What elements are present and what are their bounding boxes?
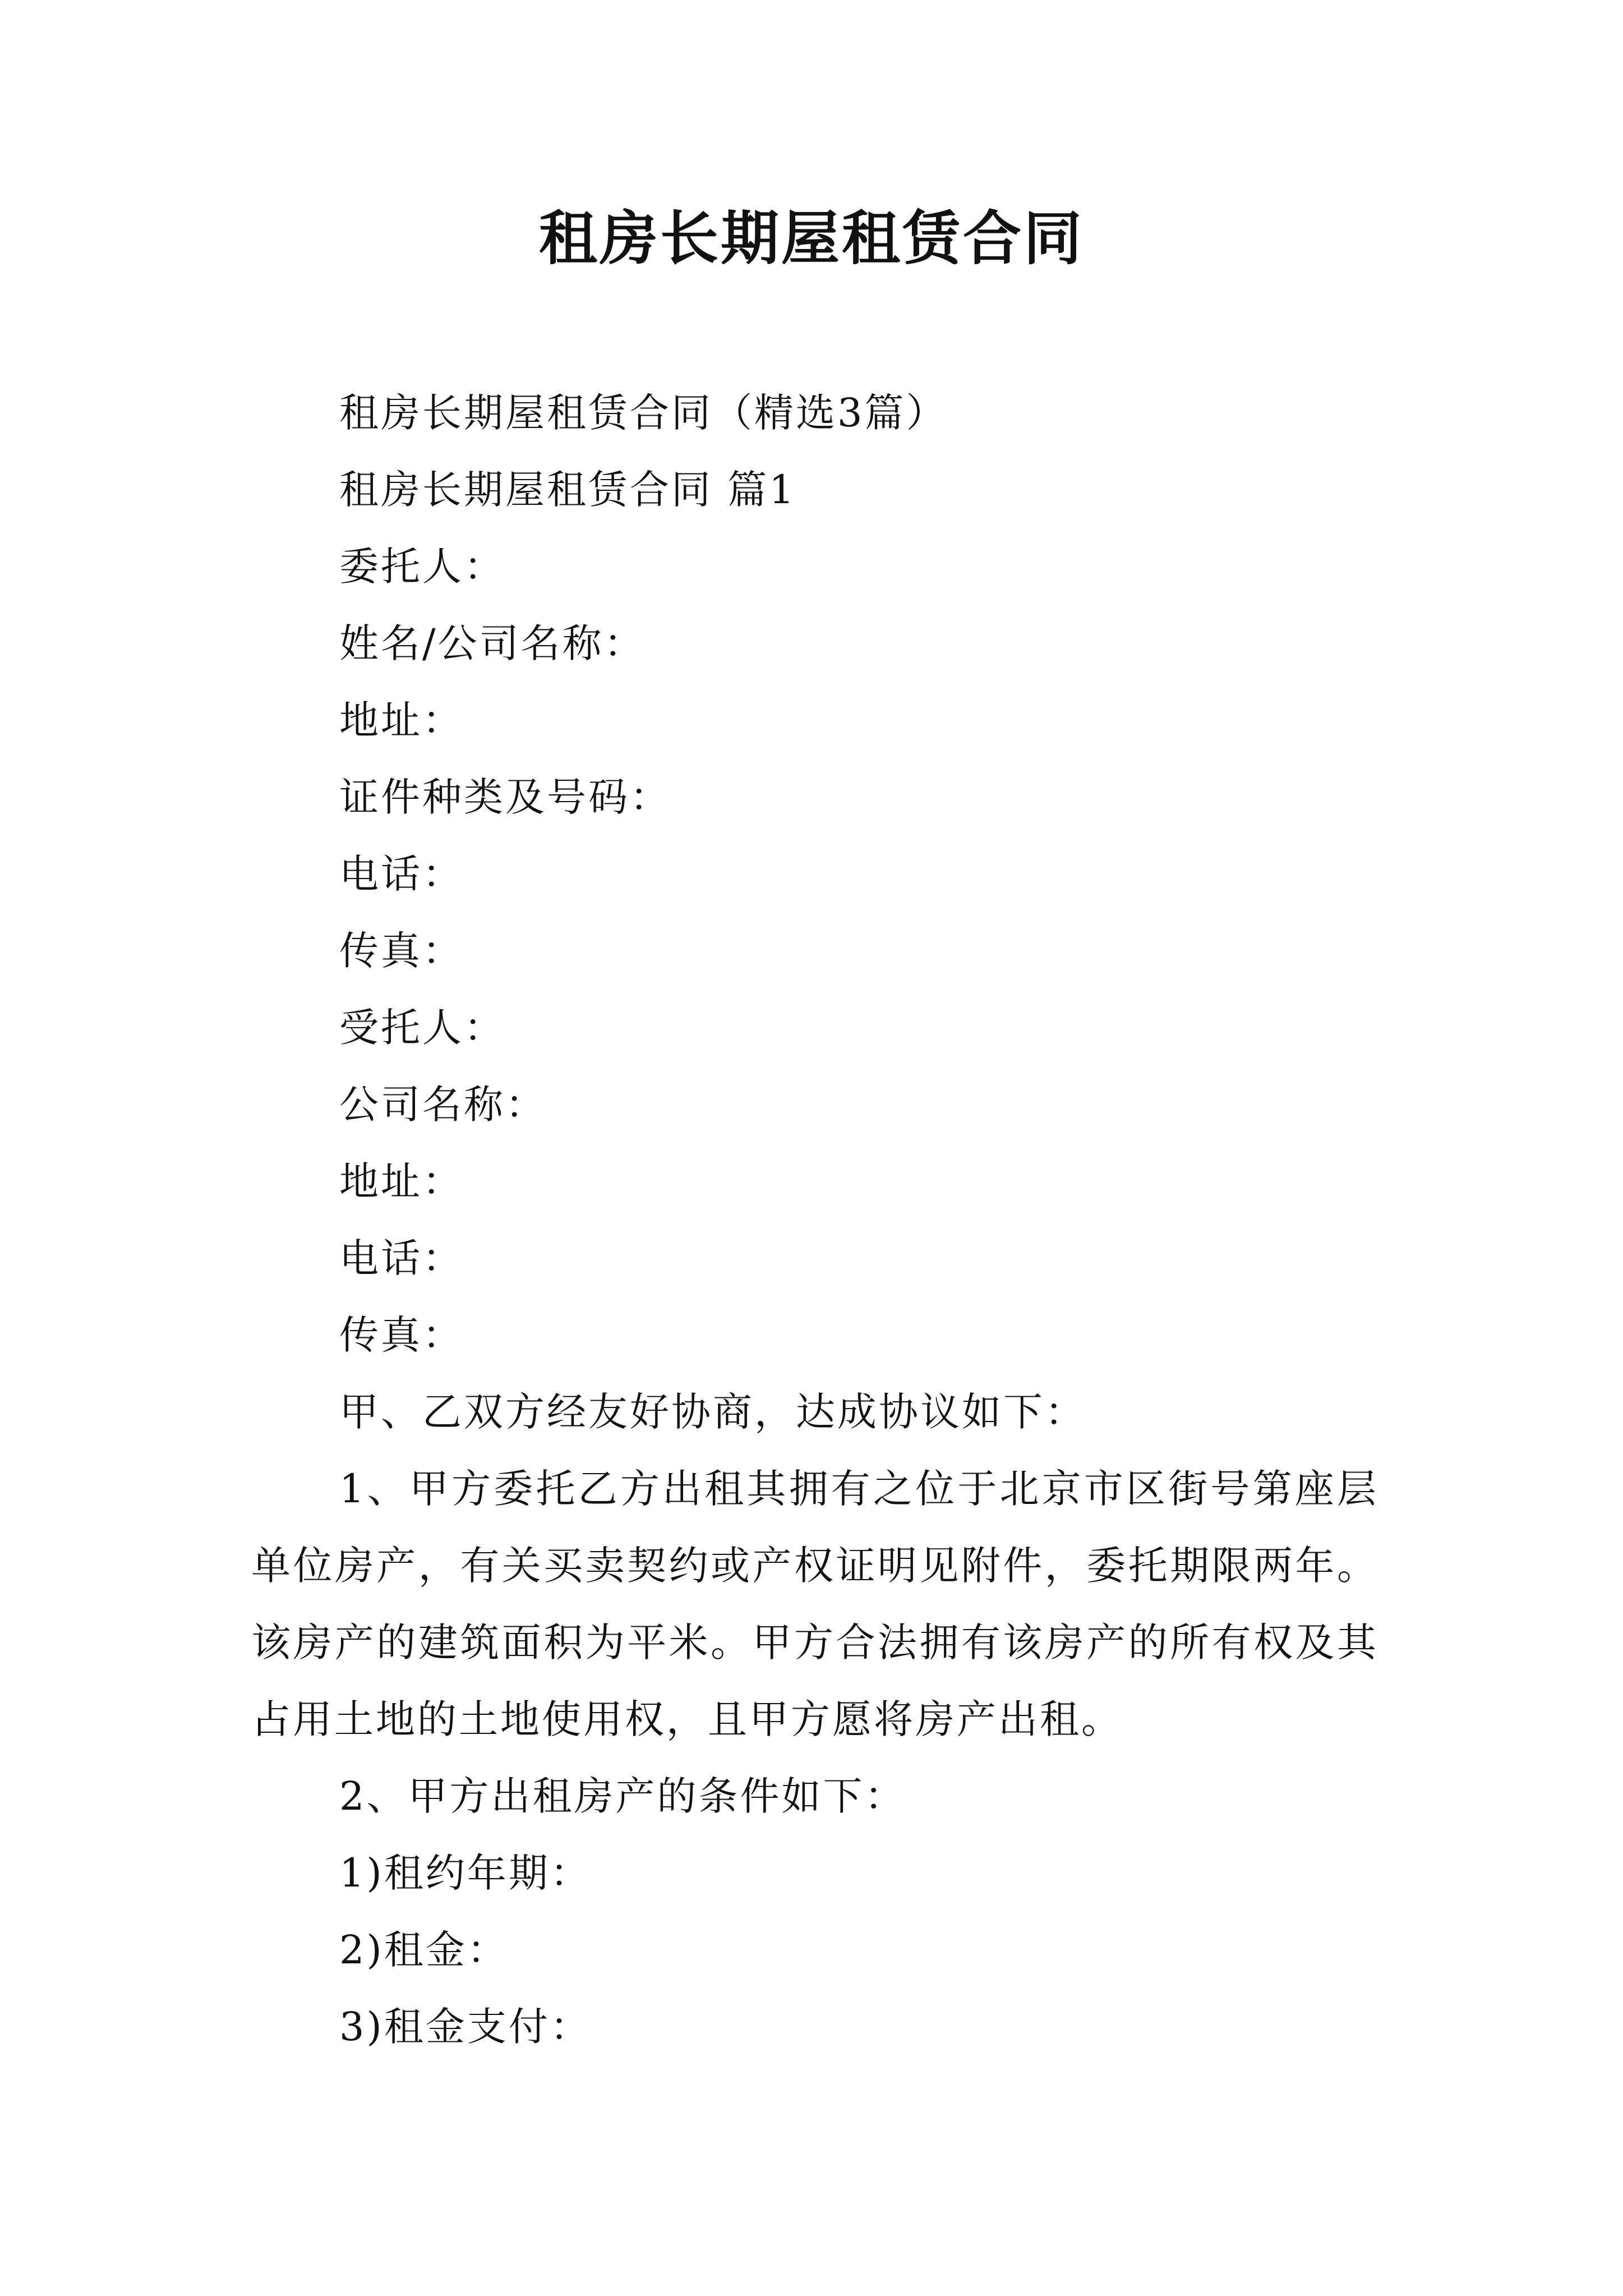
- agent-phone-field: 电话：: [339, 1235, 464, 1281]
- agent-address-field: 地址：: [339, 1158, 464, 1204]
- principal-id-field: 证件种类及号码：: [339, 774, 671, 820]
- principal-label: 委托人：: [339, 544, 505, 590]
- clause-2-heading: 2、甲方出租房产的条件如下：: [339, 1773, 906, 1819]
- lease-term-item: 1)租约年期：: [339, 1850, 592, 1896]
- subtitle-line: 租房长期屋租赁合同（精选3篇）: [339, 390, 948, 436]
- section-heading: 租房长期屋租赁合同 篇1: [339, 467, 796, 513]
- agent-label: 受托人：: [339, 1005, 505, 1051]
- clause-1-paragraph: 1、甲方委托乙方出租其拥有之位于北京市区街号第座层单位房产，有关买卖契约或产权证明见附件，委托期限两年。该房产的建筑面积为平米。甲方合法拥有该房产的所有权及其占用土地的土地使用权，且甲方愿将房产出租。: [251, 1466, 1378, 1742]
- agent-company-field: 公司名称：: [339, 1082, 547, 1128]
- principal-phone-field: 电话：: [339, 851, 464, 897]
- principal-address-field: 地址：: [339, 697, 464, 743]
- document-body: [251, 375, 1378, 2065]
- agreement-intro: 甲、乙双方经友好协商，达成协议如下：: [339, 1389, 1086, 1435]
- document-title: 租房长期屋租赁合同: [538, 204, 1084, 273]
- rent-payment-item: 3)租金支付：: [339, 2004, 592, 2050]
- principal-fax-field: 传真：: [339, 928, 464, 974]
- rent-item: 2)租金：: [339, 1927, 509, 1973]
- principal-name-field: 姓名/公司名称：: [339, 620, 645, 666]
- agent-fax-field: 传真：: [339, 1312, 464, 1358]
